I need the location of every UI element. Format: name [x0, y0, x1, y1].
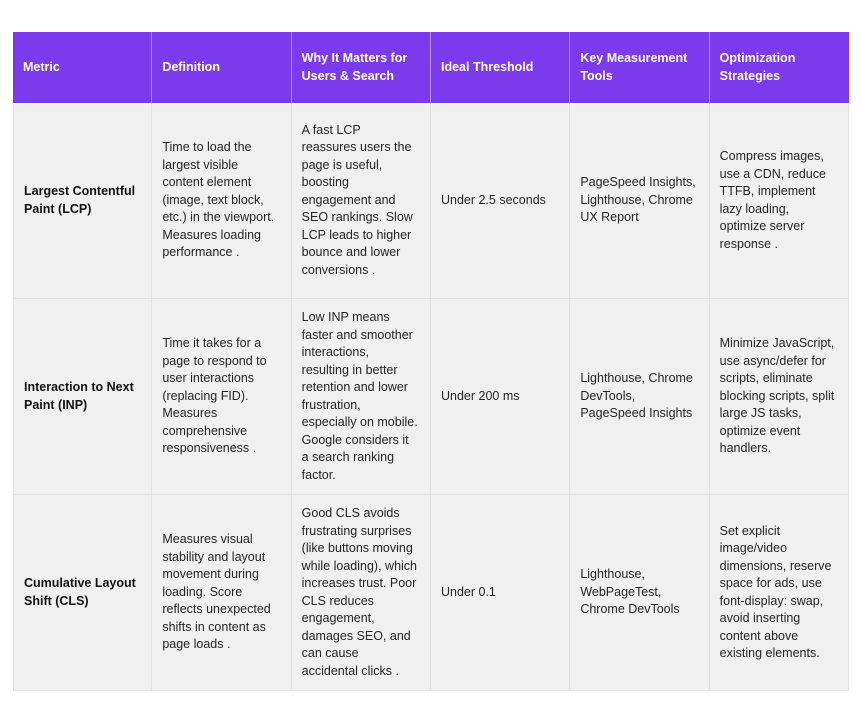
cell-lcp-optimization: Compress images, use a CDN, reduce TTFB, implement lazy loading, optimize server response . [710, 103, 849, 299]
cell-inp-metric: Interaction to Next Paint (INP) [13, 299, 152, 495]
column-header-why-it-matters: Why It Matters for Users & Search [292, 32, 431, 103]
table-header [13, 32, 849, 103]
table-body [13, 103, 849, 691]
cell-cls-why-it-matters: Good CLS avoids frustrating surprises (like buttons moving while loading), which increases trust. Poor CLS reduces engagement, damages SEO, and can cause accidental clicks . [292, 495, 431, 691]
column-header-measurement-tools: Key Measurement Tools [570, 32, 709, 103]
cell-cls-metric: Cumulative Layout Shift (CLS) [13, 495, 152, 691]
cell-cls-definition: Measures visual stability and layout movement during loading. Score reflects unexpected shifts in content as page loads . [152, 495, 291, 691]
cell-cls-optimization: Set explicit image/video dimensions, reserve space for ads, use font-display: swap, avoid inserting content above existing elements. [710, 495, 849, 691]
cell-inp-ideal-threshold: Under 200 ms [431, 299, 570, 495]
table-row-cls [13, 495, 849, 691]
cell-lcp-definition: Time to load the largest visible content element (image, text block, etc.) in the viewport. Measures loading performance . [152, 103, 291, 299]
cell-inp-optimization: Minimize JavaScript, use async/defer for scripts, eliminate blocking scripts, split large JS tasks, optimize event handlers. [710, 299, 849, 495]
cell-lcp-metric: Largest Contentful Paint (LCP) [13, 103, 152, 299]
cell-lcp-tools: PageSpeed Insights, Lighthouse, Chrome UX Report [570, 103, 709, 299]
column-header-optimization-strategies: Optimization Strategies [710, 32, 849, 103]
table-row-lcp [13, 103, 849, 299]
cell-lcp-ideal-threshold: Under 2.5 seconds [431, 103, 570, 299]
cell-inp-tools: Lighthouse, Chrome DevTools, PageSpeed Insights [570, 299, 709, 495]
cell-lcp-why-it-matters: A fast LCP reassures users the page is useful, boosting engagement and SEO rankings. Slow LCP leads to higher bounce and lower conversions . [292, 103, 431, 299]
core-web-vitals-table-wrapper [13, 32, 849, 691]
header-row [13, 32, 849, 103]
column-header-metric: Metric [13, 32, 152, 103]
cell-inp-why-it-matters: Low INP means faster and smoother interactions, resulting in better retention and lower frustration, especially on mobile. Google considers it a search ranking factor. [292, 299, 431, 495]
core-web-vitals-table [13, 32, 849, 691]
cell-cls-ideal-threshold: Under 0.1 [431, 495, 570, 691]
column-header-ideal-threshold: Ideal Threshold [431, 32, 570, 103]
column-header-definition: Definition [152, 32, 291, 103]
cell-cls-tools: Lighthouse, WebPageTest, Chrome DevTools [570, 495, 709, 691]
table-row-inp [13, 299, 849, 495]
cell-inp-definition: Time it takes for a page to respond to user interactions (replacing FID). Measures comprehensive responsiveness . [152, 299, 291, 495]
